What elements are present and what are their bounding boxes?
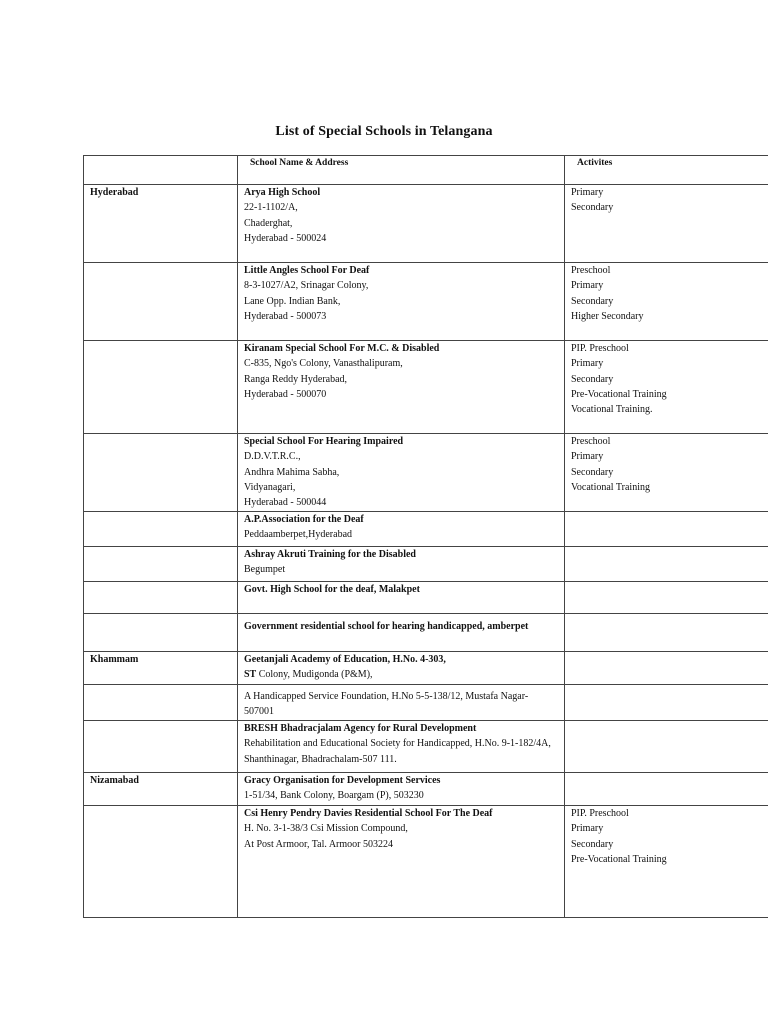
- activities-cell: [565, 263, 768, 341]
- activities-cell: [565, 185, 768, 263]
- district-cell: [84, 721, 238, 773]
- school-name: Govt. High School for the deaf, Malakpet: [244, 584, 420, 595]
- school-address-line: 1-51/34, Bank Colony, Boargam (P), 503230: [244, 790, 424, 802]
- table-row: [84, 721, 768, 773]
- school-address-line: Andhra Mahima Sabha,: [244, 466, 340, 478]
- table-row: [84, 434, 768, 512]
- address-bold-prefix: ST: [244, 669, 257, 681]
- school-cell: [238, 652, 565, 685]
- activities-column-header: Activites: [565, 156, 768, 185]
- school-address-line: Vidyanagari,: [244, 481, 296, 493]
- activity-item: Secondary: [571, 295, 614, 307]
- table-row: [84, 512, 768, 547]
- school-cell: [238, 721, 565, 773]
- activity-item: Secondary: [571, 466, 614, 478]
- school-name: Csi Henry Pendry Davies Residential School For The Deaf: [244, 808, 493, 819]
- activities-cell: [565, 341, 768, 434]
- district-cell: Hyderabad: [84, 185, 238, 263]
- activity-item: Secondary: [571, 838, 614, 850]
- activity-item: Primary: [571, 823, 604, 835]
- school-name: Government residential school for hearing handicapped, amberpet: [244, 621, 529, 632]
- activity-item: PIP. Preschool: [571, 808, 629, 819]
- activity-item: Primary: [571, 451, 604, 463]
- table-row: [84, 614, 768, 652]
- school-cell: [238, 341, 565, 434]
- school-address-line: Rehabilitation and Educational Society for Handicapped, H.No. 9-1-182/4A, Shanthinagar, Bhadrachalam-507 111.: [244, 738, 551, 765]
- activity-item: PIP. Preschool: [571, 343, 629, 354]
- activities-cell: [565, 512, 768, 547]
- district-cell: [84, 512, 238, 547]
- activities-cell: [565, 773, 768, 806]
- school-address-line: A Handicapped Service Foundation, H.No 5-5-138/12, Mustafa Nagar-507001: [244, 691, 529, 718]
- school-address-line: 22-1-1102/A,: [244, 202, 298, 214]
- activities-cell: [565, 652, 768, 685]
- table-row: [84, 263, 768, 341]
- activity-item: Vocational Training: [571, 481, 650, 493]
- school-address-line: C-835, Ngo's Colony, Vanasthalipuram,: [244, 358, 403, 370]
- table-header-row: [84, 156, 768, 185]
- activity-item: Preschool: [571, 436, 611, 447]
- activities-cell: [565, 614, 768, 652]
- school-name: Little Angles School For Deaf: [244, 265, 370, 276]
- school-cell: [238, 685, 565, 721]
- school-address-line: Hyderabad - 500024: [244, 232, 327, 244]
- district-cell: [84, 341, 238, 434]
- school-name: Gracy Organisation for Development Services: [244, 775, 441, 786]
- district-cell: Nizamabad: [84, 773, 238, 806]
- district-cell: [84, 582, 238, 614]
- district-column-header: [84, 156, 238, 185]
- school-cell: [238, 547, 565, 582]
- school-address-line: Lane Opp. Indian Bank,: [244, 295, 341, 307]
- table-row: [84, 547, 768, 582]
- schools-table: [83, 155, 768, 918]
- school-name: Ashray Akruti Training for the Disabled: [244, 549, 416, 560]
- district-cell: Khammam: [84, 652, 238, 685]
- school-cell: [238, 773, 565, 806]
- district-cell: [84, 263, 238, 341]
- activity-item: Preschool: [571, 265, 611, 276]
- activity-item: Pre-Vocational Training: [571, 853, 667, 865]
- school-address-line: Peddaamberpet,Hyderabad: [244, 529, 353, 541]
- school-name: A.P.Association for the Deaf: [244, 514, 364, 525]
- district-cell: [84, 806, 238, 918]
- activities-cell: [565, 806, 768, 918]
- school-address-line: Hyderabad - 500070: [244, 388, 327, 400]
- district-cell: [84, 547, 238, 582]
- school-name: Kiranam Special School For M.C. & Disabled: [244, 343, 440, 354]
- table-row: [84, 685, 768, 721]
- school-address-line: H. No. 3-1-38/3 Csi Mission Compound,: [244, 823, 408, 835]
- school-address-line: At Post Armoor, Tal. Armoor 503224: [244, 838, 393, 850]
- school-name: Special School For Hearing Impaired: [244, 436, 404, 447]
- activity-item: Primary: [571, 187, 604, 198]
- school-cell: [238, 614, 565, 652]
- table-row: [84, 773, 768, 806]
- school-cell: [238, 806, 565, 918]
- school-cell: [238, 582, 565, 614]
- school-name: Geetanjali Academy of Education, H.No. 4-303,: [244, 654, 446, 665]
- table-row: [84, 652, 768, 685]
- activities-cell: [565, 685, 768, 721]
- school-address-line: Hyderabad - 500044: [244, 497, 327, 509]
- activity-item: Vocational Training.: [571, 404, 653, 416]
- school-cell: [238, 512, 565, 547]
- activity-item: Primary: [571, 280, 604, 292]
- activity-item: Higher Secondary: [571, 310, 644, 322]
- table-row: [84, 341, 768, 434]
- school-address-line: Hyderabad - 500073: [244, 310, 327, 322]
- school-address-line: D.D.V.T.R.C.,: [244, 451, 301, 463]
- school-cell: [238, 263, 565, 341]
- school-address-line: Chaderghat,: [244, 217, 293, 229]
- school-cell: [238, 185, 565, 263]
- school-address-line: Ranga Reddy Hyderabad,: [244, 373, 348, 385]
- activities-cell: [565, 721, 768, 773]
- table-row: [84, 806, 768, 918]
- school-address-line: 8-3-1027/A2, Srinagar Colony,: [244, 280, 369, 292]
- activities-cell: [565, 547, 768, 582]
- activity-item: Primary: [571, 358, 604, 370]
- table-row: [84, 185, 768, 263]
- district-cell: [84, 685, 238, 721]
- page-title: List of Special Schools in Telangana: [275, 124, 493, 139]
- table-row: [84, 582, 768, 614]
- school-column-header: School Name & Address: [238, 156, 565, 185]
- activities-cell: [565, 434, 768, 512]
- district-cell: [84, 434, 238, 512]
- activities-cell: [565, 582, 768, 614]
- school-address-line: [244, 667, 558, 682]
- school-cell: [238, 434, 565, 512]
- school-address-line: Begumpet: [244, 564, 286, 576]
- activity-item: Secondary: [571, 202, 614, 214]
- school-name: Arya High School: [244, 187, 321, 198]
- district-cell: [84, 614, 238, 652]
- activity-item: Secondary: [571, 373, 614, 385]
- address-rest: Colony, Mudigonda (P&M),: [256, 669, 373, 681]
- activity-item: Pre-Vocational Training: [571, 388, 667, 400]
- school-name: BRESH Bhadracjalam Agency for Rural Development: [244, 723, 477, 734]
